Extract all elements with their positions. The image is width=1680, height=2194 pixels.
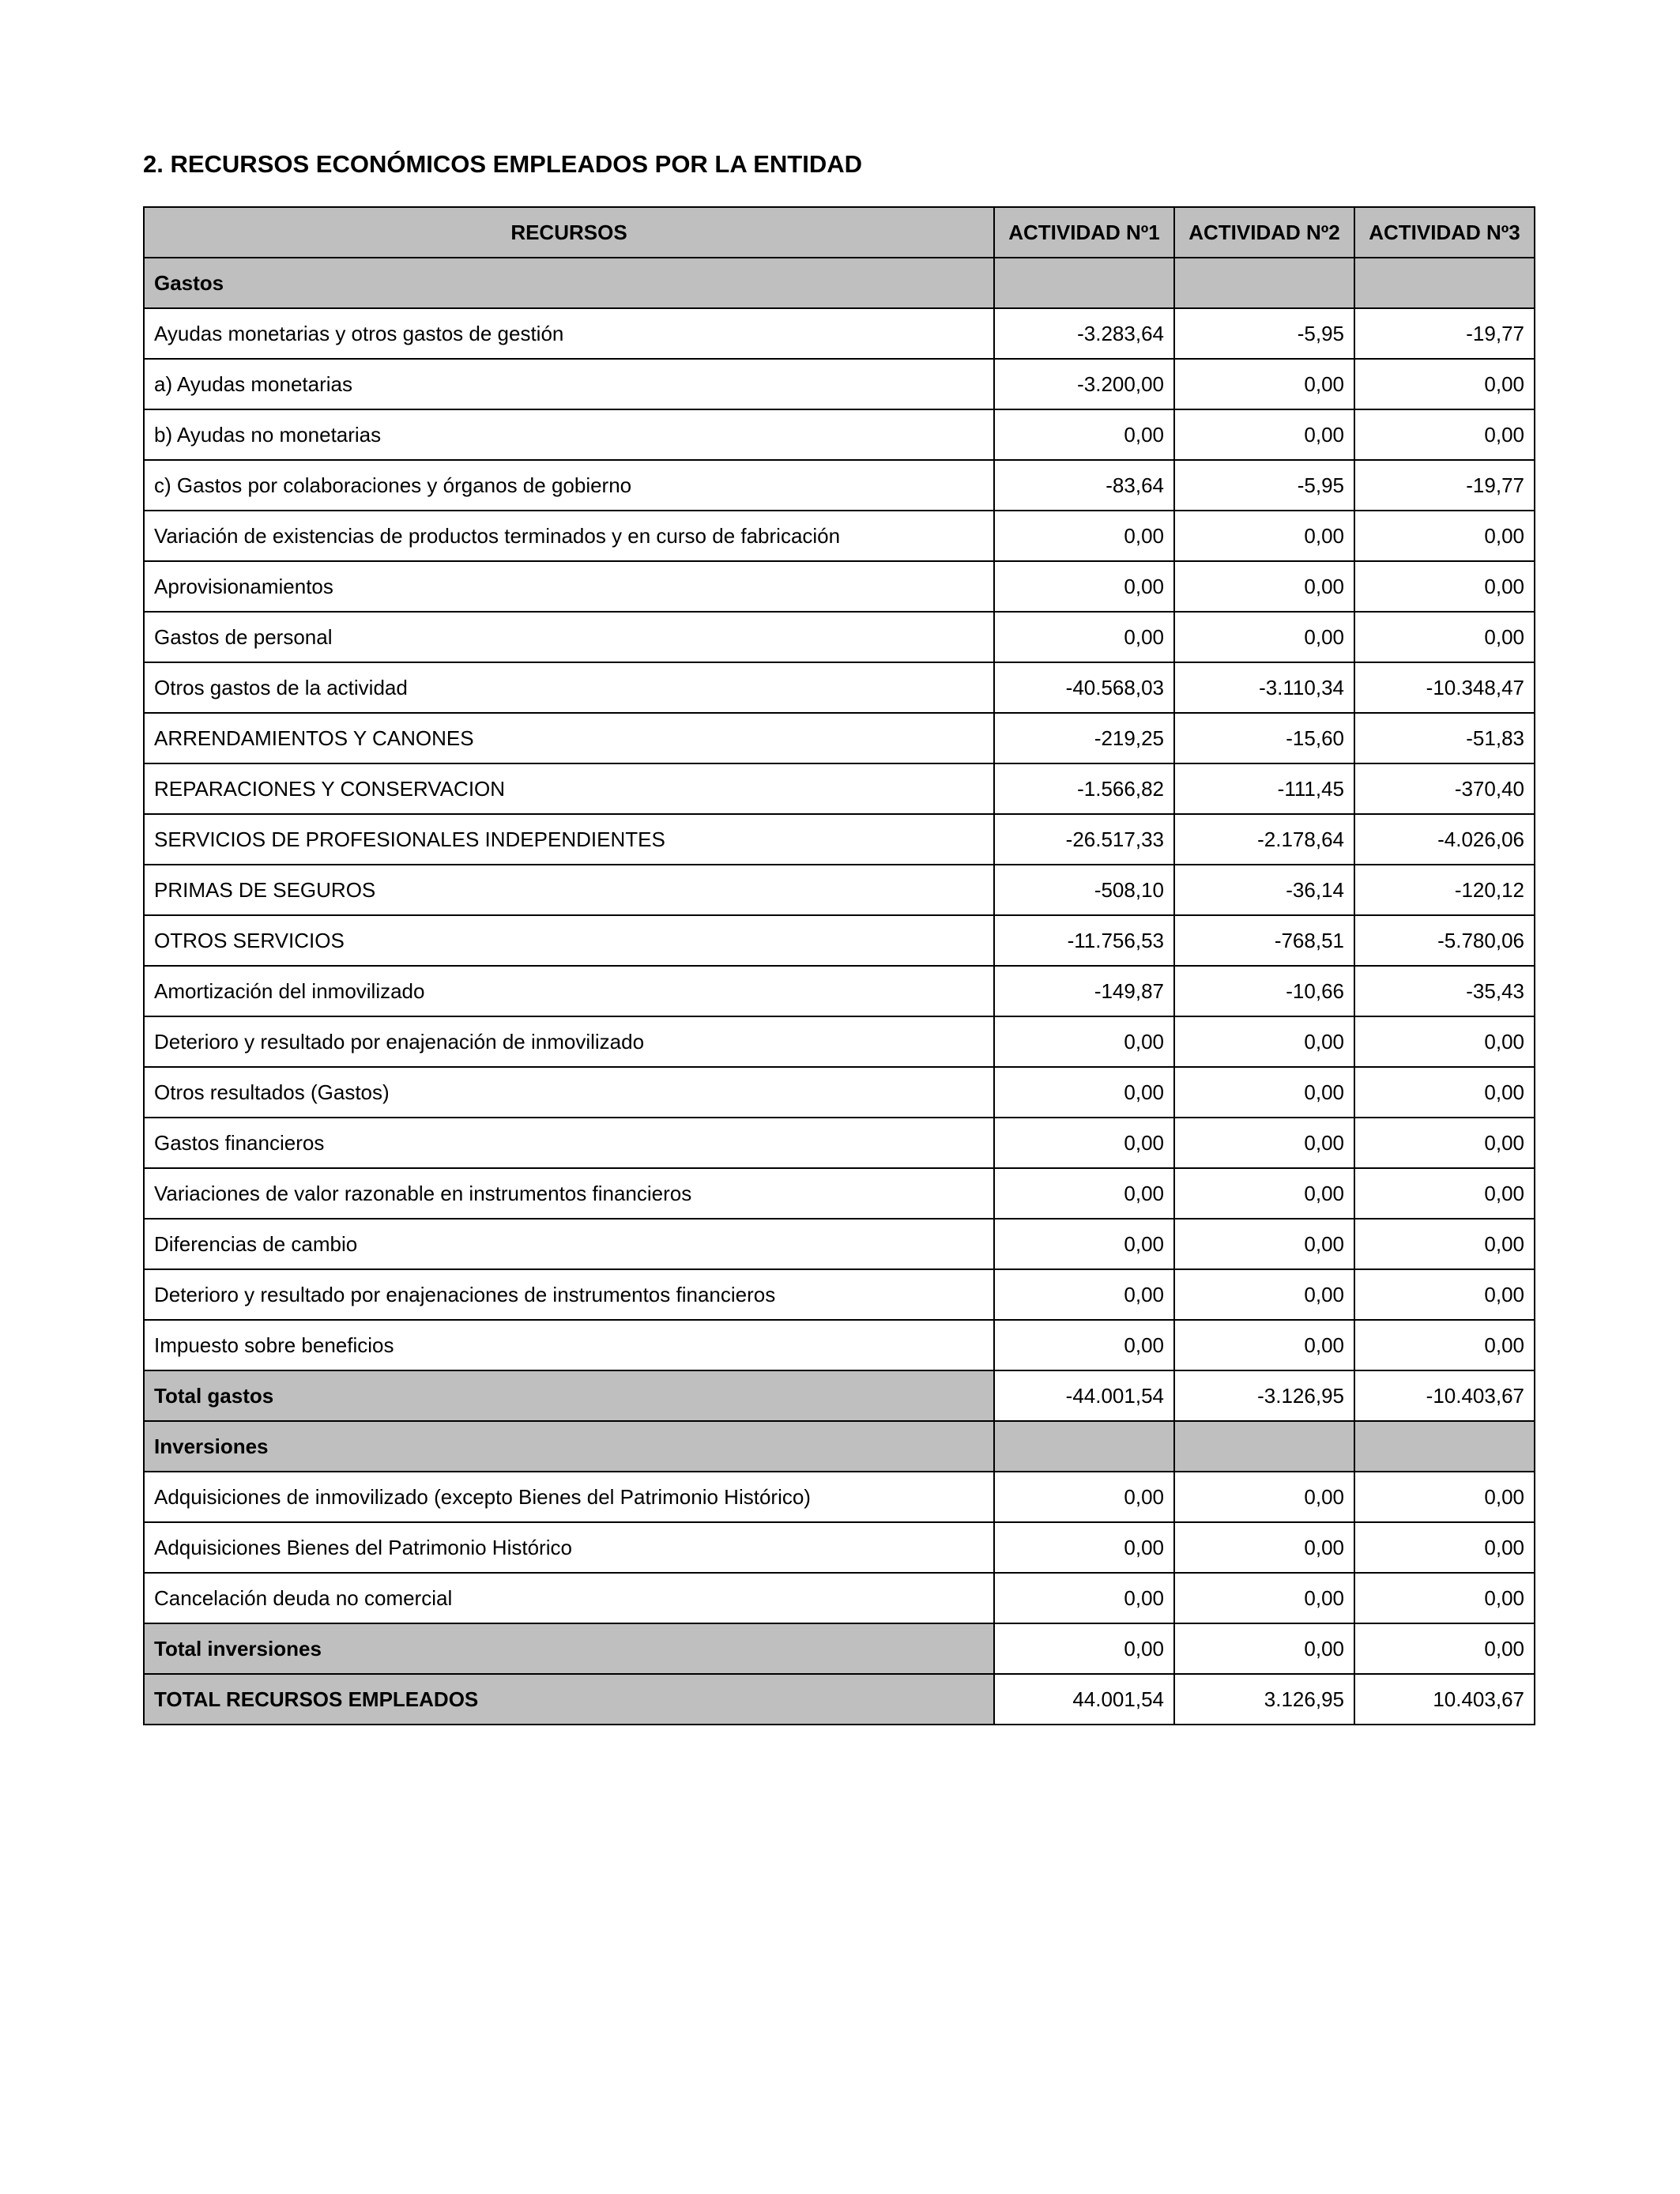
cell-actividad-1: 0,00	[994, 1472, 1174, 1522]
table-row	[144, 713, 1535, 763]
cell-actividad-2: 0,00	[1174, 1067, 1354, 1118]
row-label: Gastos	[144, 258, 994, 308]
cell-actividad-2: 0,00	[1174, 612, 1354, 662]
row-label: PRIMAS DE SEGUROS	[144, 865, 994, 915]
row-label: Adquisiciones de inmovilizado (excepto Bienes del Patrimonio Histórico)	[144, 1472, 994, 1522]
cell-actividad-1: 0,00	[994, 1573, 1174, 1623]
cell-actividad-1: 0,00	[994, 1219, 1174, 1269]
cell-actividad-3: 0,00	[1354, 511, 1535, 561]
cell-actividad-2: 0,00	[1174, 1118, 1354, 1168]
cell-actividad-3: -370,40	[1354, 763, 1535, 814]
cell-actividad-1: -26.517,33	[994, 814, 1174, 865]
cell-actividad-2	[1174, 1421, 1354, 1472]
cell-actividad-1: -3.200,00	[994, 359, 1174, 409]
cell-actividad-2: 0,00	[1174, 1269, 1354, 1320]
table-row	[144, 1016, 1535, 1067]
table-row	[144, 662, 1535, 713]
table-row	[144, 359, 1535, 409]
cell-actividad-3: 0,00	[1354, 1016, 1535, 1067]
cell-actividad-2: 0,00	[1174, 1472, 1354, 1522]
cell-actividad-2: -36,14	[1174, 865, 1354, 915]
row-label: Deterioro y resultado por enajenaciones de instrumentos financieros	[144, 1269, 994, 1320]
table-row	[144, 865, 1535, 915]
cell-actividad-1: 0,00	[994, 1623, 1174, 1674]
cell-actividad-1: -83,64	[994, 460, 1174, 511]
table-row	[144, 1320, 1535, 1370]
cell-actividad-1	[994, 258, 1174, 308]
cell-actividad-2: 0,00	[1174, 1016, 1354, 1067]
cell-actividad-1: 0,00	[994, 612, 1174, 662]
table-row	[144, 1118, 1535, 1168]
row-label: SERVICIOS DE PROFESIONALES INDEPENDIENTES	[144, 814, 994, 865]
cell-actividad-2: -5,95	[1174, 460, 1354, 511]
row-label: OTROS SERVICIOS	[144, 915, 994, 966]
cell-actividad-3: 0,00	[1354, 1522, 1535, 1573]
table-row	[144, 1269, 1535, 1320]
row-label: TOTAL RECURSOS EMPLEADOS	[144, 1674, 994, 1725]
header-actividad-1: ACTIVIDAD Nº1	[994, 207, 1174, 258]
cell-actividad-3	[1354, 1421, 1535, 1472]
total-row	[144, 1674, 1535, 1725]
table-row	[144, 1472, 1535, 1522]
cell-actividad-3: -10.403,67	[1354, 1370, 1535, 1421]
cell-actividad-2: 3.126,95	[1174, 1674, 1354, 1725]
table-body	[144, 258, 1535, 1725]
cell-actividad-3: 0,00	[1354, 1623, 1535, 1674]
cell-actividad-3: -35,43	[1354, 966, 1535, 1016]
table-row	[144, 1573, 1535, 1623]
row-label: ARRENDAMIENTOS Y CANONES	[144, 713, 994, 763]
row-label: Gastos financieros	[144, 1118, 994, 1168]
row-label: a) Ayudas monetarias	[144, 359, 994, 409]
cell-actividad-3: 0,00	[1354, 1118, 1535, 1168]
section-row	[144, 258, 1535, 308]
table-row	[144, 1168, 1535, 1219]
cell-actividad-3: 0,00	[1354, 1269, 1535, 1320]
cell-actividad-2: -3.110,34	[1174, 662, 1354, 713]
cell-actividad-3: -120,12	[1354, 865, 1535, 915]
row-label: Otros gastos de la actividad	[144, 662, 994, 713]
cell-actividad-1: -11.756,53	[994, 915, 1174, 966]
cell-actividad-3: -51,83	[1354, 713, 1535, 763]
cell-actividad-2: -5,95	[1174, 308, 1354, 359]
cell-actividad-1: 0,00	[994, 1118, 1174, 1168]
row-label: Inversiones	[144, 1421, 994, 1472]
cell-actividad-3: -5.780,06	[1354, 915, 1535, 966]
cell-actividad-3: 0,00	[1354, 561, 1535, 612]
row-label: Impuesto sobre beneficios	[144, 1320, 994, 1370]
table-row	[144, 308, 1535, 359]
cell-actividad-3: -19,77	[1354, 460, 1535, 511]
cell-actividad-1: 44.001,54	[994, 1674, 1174, 1725]
cell-actividad-1: -1.566,82	[994, 763, 1174, 814]
cell-actividad-2: -111,45	[1174, 763, 1354, 814]
cell-actividad-1: 0,00	[994, 1168, 1174, 1219]
cell-actividad-3: 0,00	[1354, 1573, 1535, 1623]
cell-actividad-2: 0,00	[1174, 1219, 1354, 1269]
table-row	[144, 460, 1535, 511]
table-row	[144, 511, 1535, 561]
row-label: Diferencias de cambio	[144, 1219, 994, 1269]
row-label: Total inversiones	[144, 1623, 994, 1674]
resources-table	[143, 206, 1535, 1725]
cell-actividad-1: 0,00	[994, 1320, 1174, 1370]
cell-actividad-3	[1354, 258, 1535, 308]
cell-actividad-2: -768,51	[1174, 915, 1354, 966]
cell-actividad-3: 0,00	[1354, 1320, 1535, 1370]
cell-actividad-2: -2.178,64	[1174, 814, 1354, 865]
table-row	[144, 763, 1535, 814]
row-label: Adquisiciones Bienes del Patrimonio Histórico	[144, 1522, 994, 1573]
row-label: Otros resultados (Gastos)	[144, 1067, 994, 1118]
cell-actividad-1: 0,00	[994, 1016, 1174, 1067]
cell-actividad-1	[994, 1421, 1174, 1472]
cell-actividad-3: -4.026,06	[1354, 814, 1535, 865]
row-label: REPARACIONES Y CONSERVACION	[144, 763, 994, 814]
row-label: Variación de existencias de productos terminados y en curso de fabricación	[144, 511, 994, 561]
cell-actividad-2: -10,66	[1174, 966, 1354, 1016]
cell-actividad-1: -44.001,54	[994, 1370, 1174, 1421]
cell-actividad-3: 0,00	[1354, 1067, 1535, 1118]
cell-actividad-2	[1174, 258, 1354, 308]
cell-actividad-1: -149,87	[994, 966, 1174, 1016]
cell-actividad-1: 0,00	[994, 1269, 1174, 1320]
table-row	[144, 561, 1535, 612]
row-label: Variaciones de valor razonable en instrumentos financieros	[144, 1168, 994, 1219]
cell-actividad-1: 0,00	[994, 1067, 1174, 1118]
cell-actividad-2: 0,00	[1174, 359, 1354, 409]
cell-actividad-3: -10.348,47	[1354, 662, 1535, 713]
cell-actividad-2: 0,00	[1174, 1168, 1354, 1219]
table-row	[144, 1067, 1535, 1118]
cell-actividad-3: 0,00	[1354, 612, 1535, 662]
cell-actividad-3: 10.403,67	[1354, 1674, 1535, 1725]
table-row	[144, 814, 1535, 865]
cell-actividad-2: 0,00	[1174, 1320, 1354, 1370]
cell-actividad-2: 0,00	[1174, 511, 1354, 561]
header-actividad-3: ACTIVIDAD Nº3	[1354, 207, 1535, 258]
header-actividad-2: ACTIVIDAD Nº2	[1174, 207, 1354, 258]
cell-actividad-3: 0,00	[1354, 1472, 1535, 1522]
table-row	[144, 1219, 1535, 1269]
cell-actividad-1: 0,00	[994, 561, 1174, 612]
cell-actividad-2: 0,00	[1174, 1522, 1354, 1573]
cell-actividad-2: 0,00	[1174, 561, 1354, 612]
cell-actividad-3: 0,00	[1354, 1168, 1535, 1219]
cell-actividad-1: -40.568,03	[994, 662, 1174, 713]
cell-actividad-2: -3.126,95	[1174, 1370, 1354, 1421]
row-label: Ayudas monetarias y otros gastos de gestión	[144, 308, 994, 359]
row-label: c) Gastos por colaboraciones y órganos de gobierno	[144, 460, 994, 511]
table-row	[144, 966, 1535, 1016]
cell-actividad-2: 0,00	[1174, 1623, 1354, 1674]
table-header-row	[144, 207, 1535, 258]
row-label: b) Ayudas no monetarias	[144, 409, 994, 460]
cell-actividad-3: 0,00	[1354, 1219, 1535, 1269]
total-row	[144, 1370, 1535, 1421]
row-label: Aprovisionamientos	[144, 561, 994, 612]
cell-actividad-1: 0,00	[994, 1522, 1174, 1573]
cell-actividad-1: -508,10	[994, 865, 1174, 915]
cell-actividad-2: 0,00	[1174, 409, 1354, 460]
row-label: Gastos de personal	[144, 612, 994, 662]
cell-actividad-1: 0,00	[994, 409, 1174, 460]
row-label: Deterioro y resultado por enajenación de inmovilizado	[144, 1016, 994, 1067]
table-row	[144, 409, 1535, 460]
cell-actividad-2: -15,60	[1174, 713, 1354, 763]
row-label: Total gastos	[144, 1370, 994, 1421]
section-row	[144, 1421, 1535, 1472]
cell-actividad-2: 0,00	[1174, 1573, 1354, 1623]
page-title: 2. RECURSOS ECONÓMICOS EMPLEADOS POR LA ENTIDAD	[143, 150, 862, 178]
cell-actividad-1: -219,25	[994, 713, 1174, 763]
header-recursos: RECURSOS	[144, 207, 994, 258]
table-row	[144, 915, 1535, 966]
total-row	[144, 1623, 1535, 1674]
cell-actividad-3: 0,00	[1354, 409, 1535, 460]
table-row	[144, 1522, 1535, 1573]
row-label: Amortización del inmovilizado	[144, 966, 994, 1016]
cell-actividad-1: 0,00	[994, 511, 1174, 561]
row-label: Cancelación deuda no comercial	[144, 1573, 994, 1623]
cell-actividad-3: -19,77	[1354, 308, 1535, 359]
cell-actividad-1: -3.283,64	[994, 308, 1174, 359]
table-row	[144, 612, 1535, 662]
cell-actividad-3: 0,00	[1354, 359, 1535, 409]
